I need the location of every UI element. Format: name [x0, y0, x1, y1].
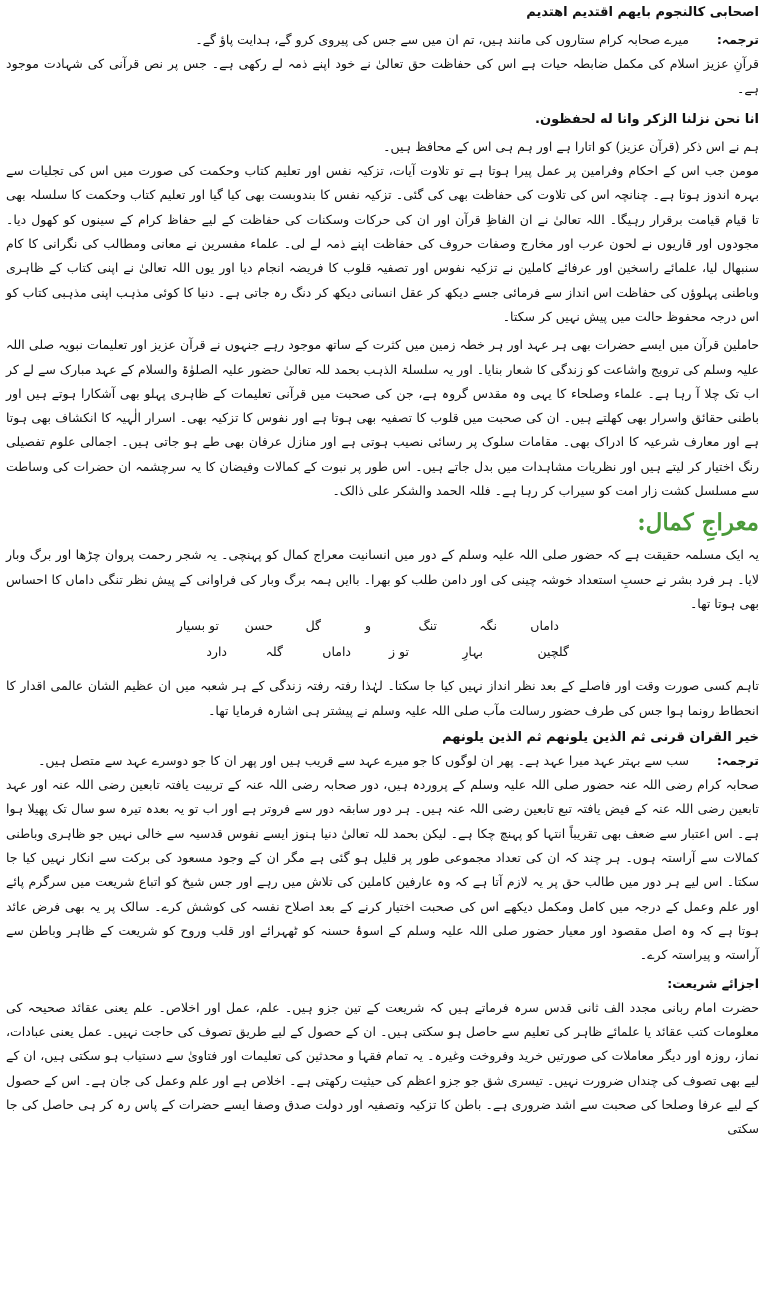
hamilin-paragraph: حاملین قرآن میں ایسے حضرات بھی ہر عہد اور ہر خطہ زمین میں کثرت کے ساتھ موجود رہے جنہوں نے قرآن عزیز اور تعلیمات نبویہ صلی اللہ علیہ وسلم کی ترویج واشاعت کو زندگی کا شعار بنایا۔ اور یہ سلسلۃ الذہب بحمد للہ تعالیٰ حضور علیہ الصلوٰۃ والسلام کے عہد مبارک سے لے کر اب تک چلا آ رہا ہے۔ علماء وصلحاء کا یہی وہ مقدس گروہ ہے، جن کی صحبت میں قرآنی تعلیمات کے ظاہری پہلو بھی آشکارا ہوتے ہیں اور باطنی حقائق واسرار بھی کھلتے ہیں۔ ان کی صحبت میں قلوب کا تصفیہ بھی ہوتا ہے اور نفوس کا تزکیہ بھی۔ اسرار الٰہیہ کا انکشاف بھی ہوتا ہے اور معارف شرعیہ کا ادراک بھی۔ مقامات سلوک پر رسائی نصیب ہوتی ہے اور منازل عرفان بھی طے ہو جاتی ہیں۔ اجمالی علوم تفصیلی رنگ اختیار کر لیتے ہیں اور نظریات مشاہدات میں بدل جاتے ہیں۔ اس طور پر نبوت کے کمالات وفیضان کا یہ سرچشمہ ان حضرات کی وساطت سے مسلسل کشت زار امت کو سیراب کر رہا ہے۔ فللہ الحمد والشکر علی ذالک۔	[6, 337, 759, 499]
translation-1-label: ترجمہ:	[716, 32, 759, 47]
couplet-word: بہارِ	[462, 644, 483, 660]
momin-paragraph: مومن جب اس کے احکام وفرامین پر عمل پیرا ہوتا ہے تو تلاوت آیات، تزکیہ نفس اور تعلیم کتاب وحکمت کی صورت میں اس کی تجلیات سے بہرہ اندوز ہوتا ہے۔ چنانچہ اس کی تلاوت کی حفاظت بھی کی گئی۔ تزکیہ نفس کا بندوبست بھی کیا گیا اور تعلیم کتاب وحکمت کا سلسلہ بھی تا قیام قیامت برقرار رہیگا۔ اللہ تعالیٰ نے ان الفاظِ قرآن اور ان کی حرکات وسکنات کی حفاظت کے لیے حفاظ کرام کے سینوں کو کھول دیا۔ مجودوں اور قاریوں نے لحون عرب اور مخارج وصفات حروف کی حفاظت اپنے ذمہ لے لی۔ علماء مفسرین نے معانی ومطالب کی نگرانی کا کام سنبھال لیا، علمائے راسخین اور عرفائے کاملین نے تزکیہ نفوس اور تصفیہ قلوب کا فریضہ انجام دیا اور یوں اللہ تعالیٰ نے اپنی کتاب کے ظاہری وباطنی پہلوؤں کی حفاظت اس انداز سے فرمائی جسے دیکھ کر عقل انسانی دیکھ کر دنگ رہ جاتی ہے۔ دنیا کا کوئی مذہب اپنی مذہبی کتاب کو اس درجہ محفوظ حالت میں پیش نہیں کر سکتا۔	[6, 163, 759, 324]
couplet-line-1	[0, 618, 759, 644]
couplet-word: دارد	[206, 644, 227, 660]
quran-verse-arabic: انا نحن نزلنا الزکر وانا له لحفظون.	[535, 111, 759, 127]
taham-paragraph: تاہم کسی صورت وقت اور فاصلے کے بعد نظر انداز نہیں کیا جا سکتا۔ لہٰذا رفتہ رفتہ زندگی کے ہر شعبہ میں ان عظیم الشان عالمی اقدار کا انحطاط رونما ہوا جس کی طرف حضور رسالت مآب صلی اللہ علیہ وسلم نے پیشتر ہی اشارہ فرمایا تھا۔	[6, 678, 759, 718]
couplet-word: داماں	[322, 644, 351, 660]
hadith-khair-al-quroon: خیر القران قرنی ثم الذین یلونھم ثم الذین یلونھم	[442, 729, 759, 745]
couplet-word: حسن	[244, 618, 273, 634]
couplet-word: تو بسیار	[176, 618, 219, 634]
translation-2	[6, 749, 759, 773]
opening-arabic-hadith: اصحابی کالنجوم بایھم اقتدیم اھتدیم	[526, 5, 759, 20]
persian-couplet	[6, 616, 759, 674]
couplet-word: تو ز	[389, 644, 409, 660]
couplet-word: تنگ	[418, 618, 437, 634]
translation-1-text: میرے صحابہ کرام ستاروں کی مانند ہیں، تم ان میں سے جس کی پیروی کرو گے، ہدایت پاؤ گے۔	[195, 32, 689, 47]
couplet-line-2	[0, 644, 759, 670]
couplet-word: نگہ	[479, 618, 497, 634]
ajzaa-shariat-label: اجزائے شریعت:	[667, 975, 759, 991]
couplet-word: گل	[305, 618, 321, 634]
couplet-word: داماں	[530, 618, 559, 634]
shariat-paragraph: حضرت امام ربانی مجدد الف ثانی قدس سرہ فرماتے ہیں کہ شریعت کے تین جزو ہیں۔ علم، عمل اور اخلاص۔ علم یعنی عقائد صحیحہ کی معلومات کتب عقائد یا علمائے ظاہر کی تعلیم سے حاصل ہو سکتی ہیں۔ ان کے حصول کے لیے طریق تصوف کی حاجت نہیں۔ عمل یعنی عبادات، نماز، روزہ اور دیگر معاملات کی صورتیں خرید وفروخت وغیرہ۔ یہ تمام فقہا و محدثین کی تعلیمات اور فتاویٰ سے دستیاب ہو سکتی ہیں، ان کے لیے بھی تصوف کی چنداں ضرورت نہیں۔ تیسری شق جو جزو اعظم کی حیثیت رکھتی ہے۔ اخلاص ہے اور علم وعمل کی جان ہے۔ اس کے حصول کے لیے عرفا وصلحا کی صحبت سے اشد ضروری ہے۔ باطن کا تزکیہ وتصفیہ اور دولت صدق وصفا ایسے حضرات کے پاس رہ کر ہی حاصل کی جا سکتی	[6, 999, 759, 1137]
translation-1	[6, 28, 759, 52]
couplet-word: گلچین	[537, 644, 569, 660]
miraj-paragraph: یہ ایک مسلمہ حقیقت ہے کہ حضور صلی اللہ علیہ وسلم کے دور میں انسانیت معراج کمال کو پہنچی۔ یہ شجر رحمت پروان چڑھا اور برگ وبار لایا۔ ہر فرد بشر نے حسبِ استعداد خوشہ چینی کی اور دامن طلب کو بھرا۔ باایں ہمہ برگ وبار کی فراوانی کے پیش نظر تنگی داماں کا احساس بھی ہوتا تھا۔	[6, 547, 759, 611]
couplet-word: گلہ	[265, 644, 283, 660]
couplet-word: و	[364, 618, 371, 634]
sahaba-paragraph: صحابہ کرام رضی اللہ عنہ حضور صلی اللہ علیہ وسلم کے پروردہ ہیں، دور صحابہ رضی اللہ عنہ کے تربیت یافتہ تابعین رضی اللہ عنہ اور عہد تابعین رضی اللہ عنہ کے فیض یافتہ تبع تابعین رضی اللہ عنہ ہیں۔ ہر دور سابقہ دور سے فروتر ہے اور اب تو یہ بعدہ تیرہ سو سال تک پھیلا ہوا ہے۔ اس اعتبار سے ضعف بھی تقریباً انتہا کو پہنچ چکا ہے۔ لیکن بحمد للہ تعالیٰ دنیا ہنوز ایسے نفوس قدسیہ سے خالی نہیں جو ظاہری وباطنی کمالات سے آراستہ ہوں۔ ہر چند کہ ان کی تعداد مجموعی طور پر قلیل ہو گئی ہے مگر ان کے وجود مسعود کی برکت سے انکار نہیں کیا جا سکتا۔ اس لیے ہر دور میں طالب حق پر یہ لازم آتا ہے کہ وہ عارفین کاملین کی تلاش میں رہے اور جس شیخ کو اتباع شریعت میں سرگرم پائے اور علم وعمل کے درجہ میں کامل ومکمل دیکھے اس کی صحبت اختیار کرنے کے بعد اصلاح نفسہ کی کوشش کرے۔ سالک پر یہ بھی فرض عائد ہوتا ہے کہ وہ اصل مقصود اور معیار حضور صلی اللہ علیہ وسلم کے اسوۂ حسنہ کو ٹھہرائے اور قلب وروح کو شریعت کے ظاہر وباطن سے آراستہ و پیراستہ کرے۔	[6, 777, 759, 963]
translation-2-text: سب سے بہتر عہد میرا عہد ہے۔ پھر ان لوگوں کا جو میرے عہد سے قریب ہیں اور پھر ان کا جو دوسرے عہد سے متصل ہیں۔	[38, 752, 689, 768]
section-heading-miraj-kamal: معراجِ کمال:	[637, 509, 759, 537]
translation-2-label: ترجمہ:	[716, 752, 759, 768]
quran-verse-translation: ہم نے اس ذکر (قرآن عزیز) کو اتارا ہے اور ہم ہی اس کے محافظ ہیں۔	[383, 138, 759, 154]
quran-intro-paragraph: قرآنِ عزیز اسلام کی مکمل ضابطہ حیات ہے اس کی حفاظت حق تعالیٰ نے خود اپنے ذمہ لے رکھی ہے۔ جس پر نص قرآنی کی شہادت موجود ہے۔	[6, 56, 759, 96]
